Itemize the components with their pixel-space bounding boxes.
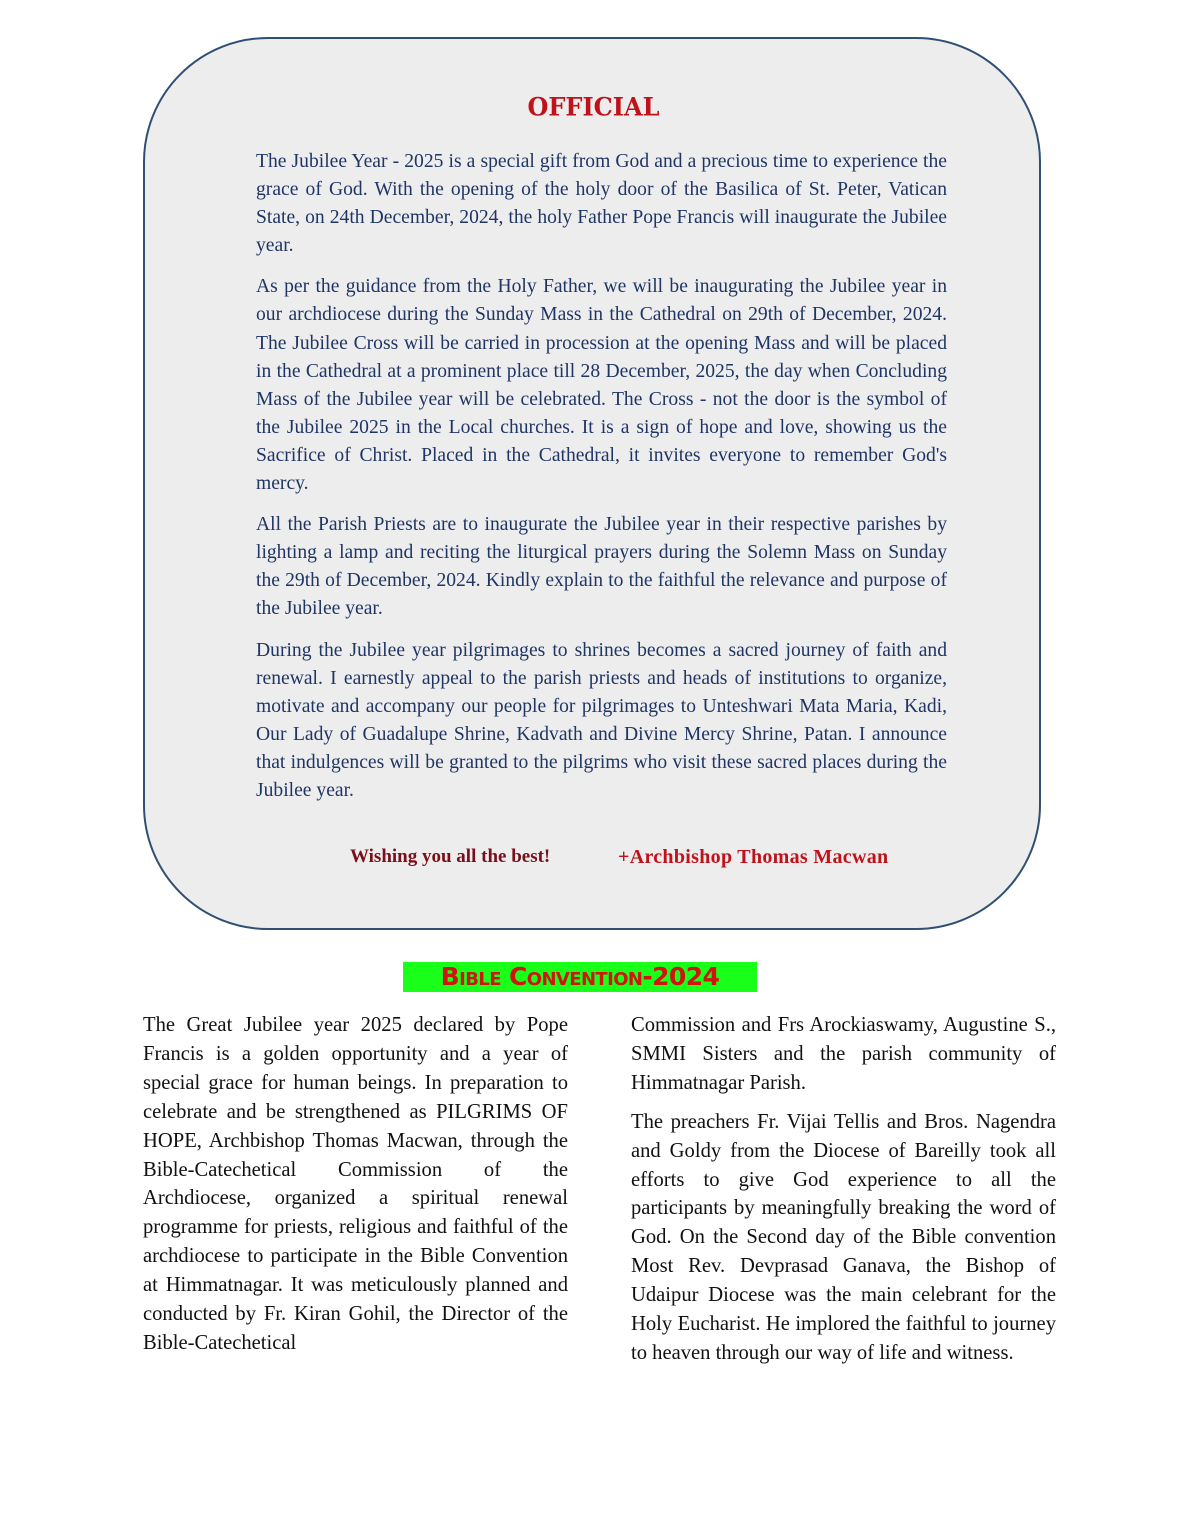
official-paragraph: The Jubilee Year - 2025 is a special gift from God and a precious time to experience the grace of God. With the opening of the holy door of the Basilica of St. Peter, Vatican State, on 24th December, 2024, the holy Father Pope Francis will inaugurate the Jubilee year. <box>256 151 947 257</box>
official-paragraph: During the Jubilee year pilgrimages to shrines becomes a sacred journey of faith and renewal. I earnestly appeal to the parish priests and heads of institutions to organize, motivate and accompany our people for pilgrimages to Unteshwari Mata Maria, Kadi, Our Lady of Guadalupe Shrine, Kadvath and Divine Mercy Shrine, Patan. I announce that indulgences will be granted to the pilgrims who visit these sacred places during the Jubilee year. <box>256 639 947 801</box>
official-message-body <box>256 148 947 818</box>
official-paragraph: All the Parish Priests are to inaugurate the Jubilee year in their respective parishes by lighting a lamp and reciting the liturgical prayers during the Solemn Mass on Sunday the 29th of December, 2024. Kindly explain to the faithful the relevance and purpose of the Jubilee year. <box>256 514 947 620</box>
article-paragraph: The preachers Fr. Vijai Tellis and Bros. Nagendra and Goldy from the Diocese of Bareilly took all efforts to give God experience to all the participants by meaningfully breaking the word of God. On the Second day of the Bible convention Most Rev. Devprasad Ganava, the Bishop of Udaipur Diocese was the main celebrant for the Holy Eucharist. He implored the faithful to journey to heaven through our way of life and witness. <box>631 1110 1056 1364</box>
article-column-left <box>143 1011 568 1368</box>
bible-convention-heading: Bible Convention-2024 <box>440 962 720 991</box>
article-column-right <box>631 1011 1056 1378</box>
archbishop-signature: +Archbishop Thomas Macwan <box>618 846 889 868</box>
article-paragraph: Commission and Frs Arockiaswamy, Augustine S., SMMI Sisters and the parish community of Himmatnagar Parish. <box>631 1014 1056 1094</box>
article-paragraph: The Great Jubilee year 2025 declared by Pope Francis is a golden opportunity and a year of special grace for human beings. In preparation to celebrate and be strengthened as PILGRIMS OF HOPE, Archbishop Thomas Macwan, through the Bible-Catechetical Commission of the Archdiocese, organized a spiritual renewal programme for priests, religious and faithful of the archdiocese to participate in the Bible Convention at Himmatnagar. It was meticulously planned and conducted by Fr. Kiran Gohil, the Director of the Bible-Catechetical <box>143 1014 568 1354</box>
official-title: OFFICIAL <box>527 91 660 122</box>
closing-wishes: Wishing you all the best! <box>350 846 551 867</box>
section-heading-highlight <box>403 962 757 992</box>
official-paragraph: As per the guidance from the Holy Father, we will be inaugurating the Jubilee year in our archdiocese during the Sunday Mass in the Cathedral on 29th of December, 2024. The Jubilee Cross will be carried in procession at the opening Mass and will be placed in the Cathedral at a prominent place till 28 December, 2025, the day when Concluding Mass of the Jubilee year will be celebrated. The Cross - not the door is the symbol of the Jubilee 2025 in the Local churches. It is a sign of hope and love, showing us the Sacrifice of Christ. Placed in the Cathedral, it invites everyone to remember God's mercy. <box>256 276 947 495</box>
